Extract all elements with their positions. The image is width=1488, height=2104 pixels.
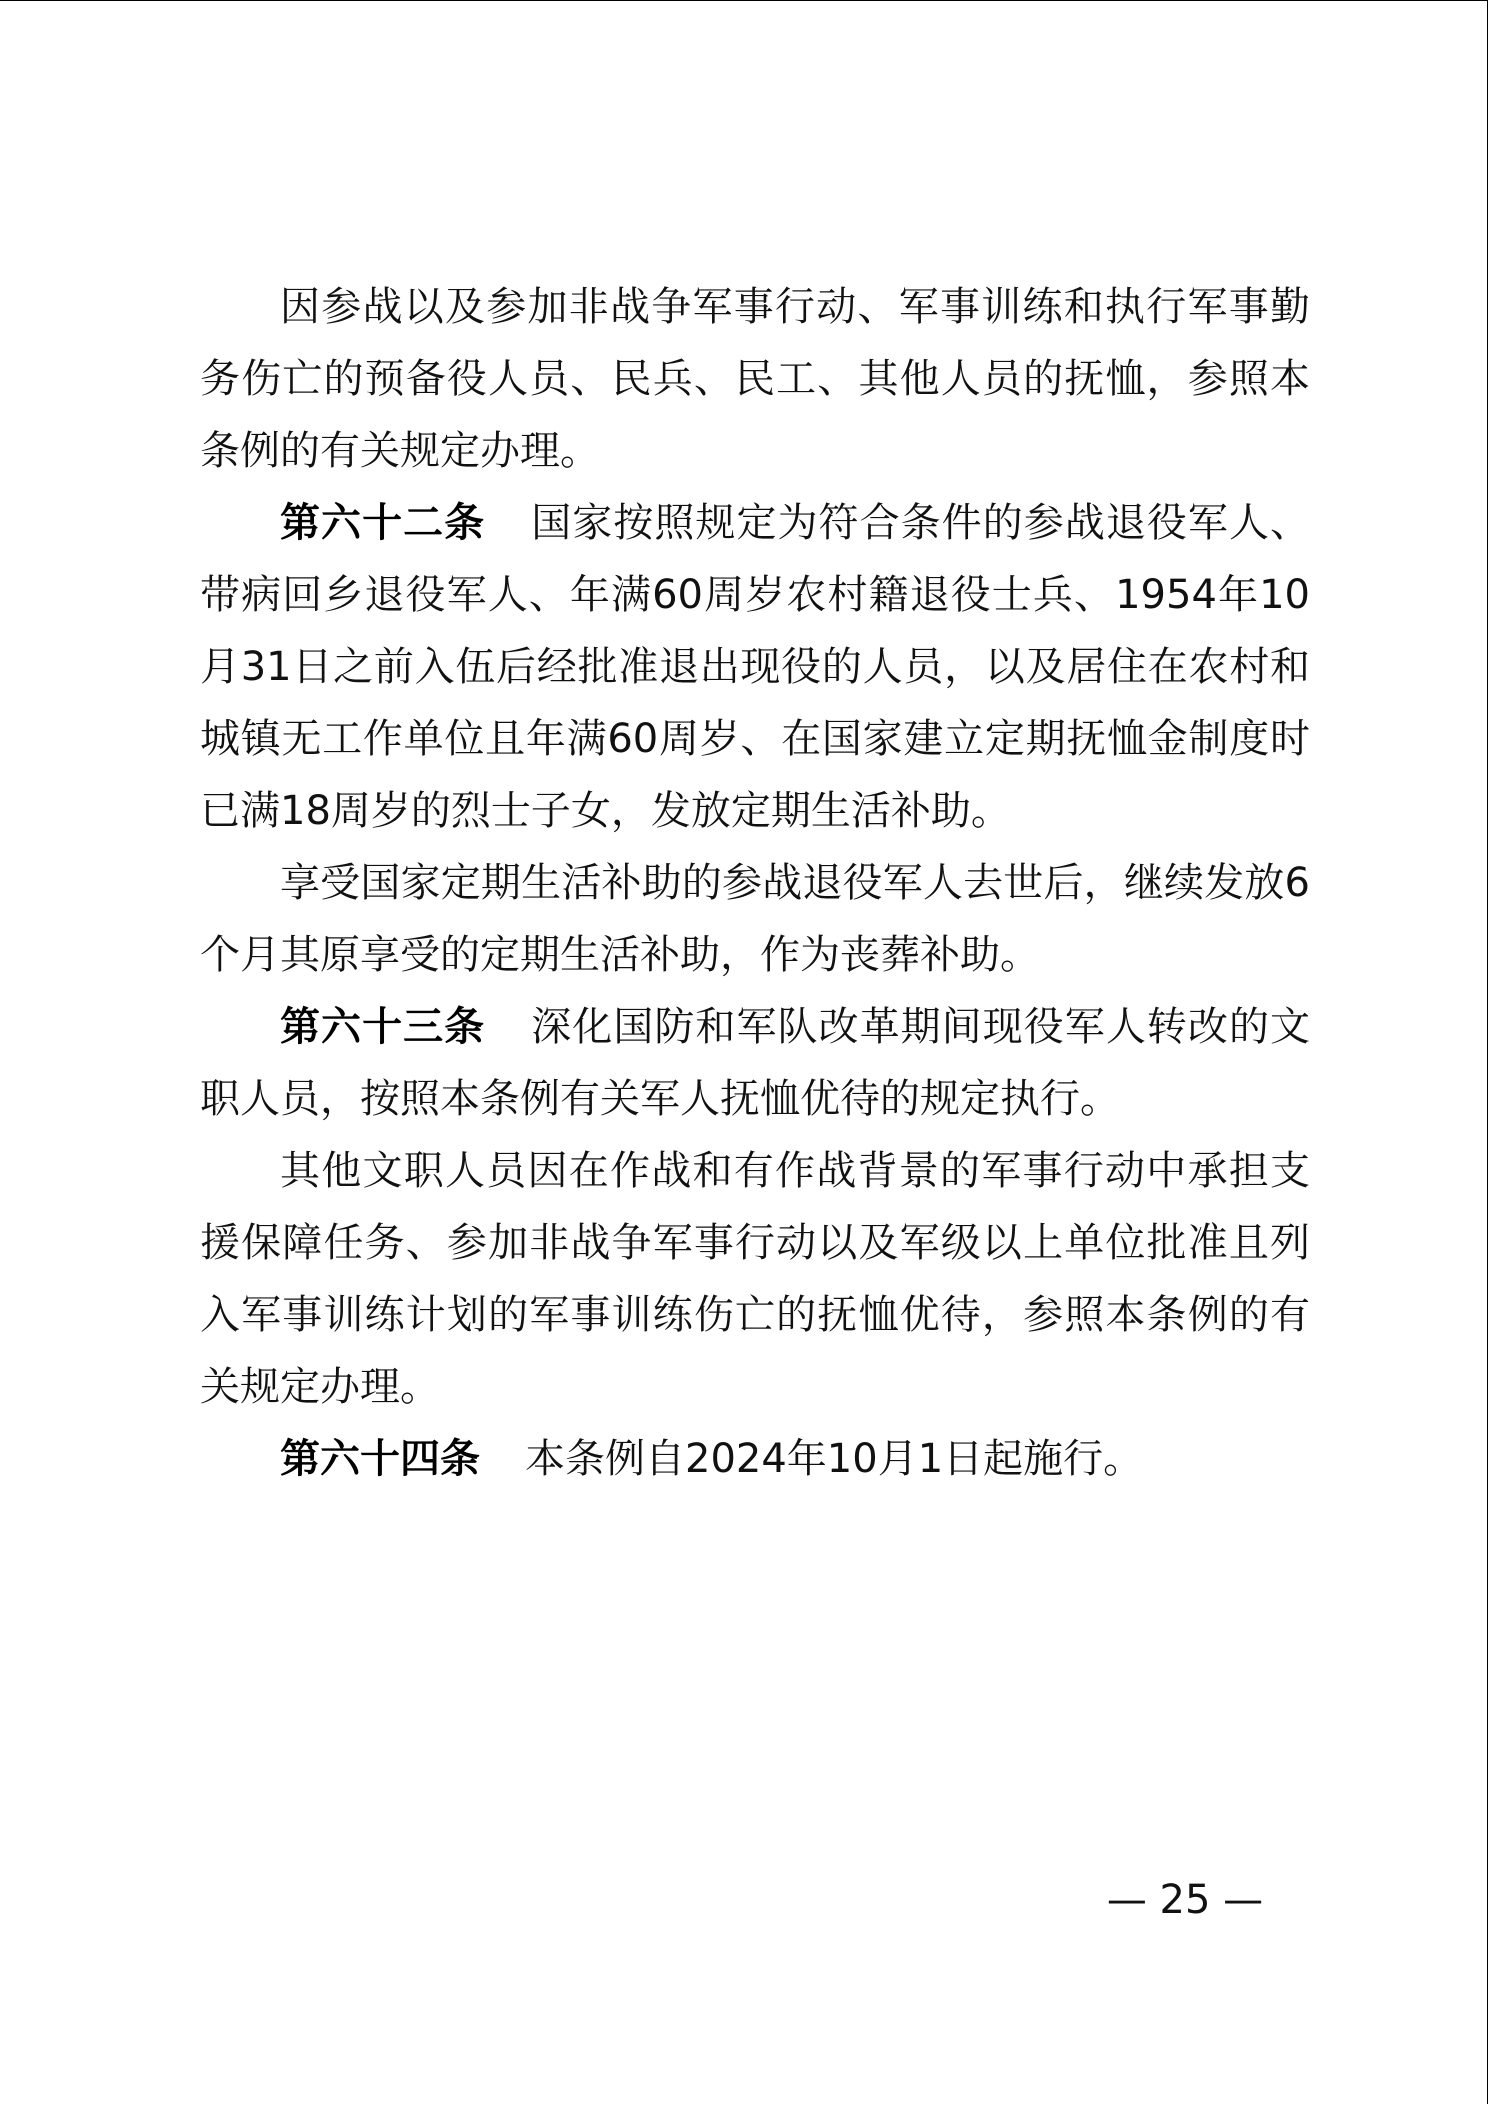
document-body bbox=[200, 271, 1310, 1495]
article-62 bbox=[200, 487, 1310, 847]
article-64 bbox=[200, 1423, 1310, 1495]
paragraph-reserve-personnel bbox=[200, 271, 1310, 487]
paragraph-funeral-subsidy bbox=[200, 847, 1310, 991]
article-number: 第六十三条 bbox=[280, 1004, 486, 1050]
page-number: — 25 — bbox=[1106, 1877, 1264, 1923]
paragraph-other-civilian-staff bbox=[200, 1135, 1310, 1423]
article-text: 本条例自2024年10月1日起施行。 bbox=[525, 1436, 1144, 1482]
paragraph-text: 享受国家定期生活补助的参战退役军人去世后，继续发放6个月其原享受的定期生活补助，作为丧葬补助。 bbox=[200, 860, 1310, 978]
article-number: 第六十四条 bbox=[280, 1436, 480, 1482]
article-number: 第六十二条 bbox=[280, 500, 486, 546]
paragraph-text: 因参战以及参加非战争军事行动、军事训练和执行军事勤务伤亡的预备役人员、民兵、民工、其他人员的抚恤，参照本条例的有关规定办理。 bbox=[200, 284, 1310, 474]
paragraph-text: 其他文职人员因在作战和有作战背景的军事行动中承担支援保障任务、参加非战争军事行动以及军级以上单位批准且列入军事训练计划的军事训练伤亡的抚恤优待，参照本条例的有关规定办理。 bbox=[200, 1148, 1310, 1410]
article-text: 国家按照规定为符合条件的参战退役军人、带病回乡退役军人、年满60周岁农村籍退役士兵、1954年10月31日之前入伍后经批准退出现役的人员，以及居住在农村和城镇无工作单位且年满60周岁、在国家建立定期抚恤金制度时已满18周岁的烈士子女，发放定期生活补助。 bbox=[200, 500, 1311, 834]
article-63 bbox=[200, 991, 1310, 1135]
article-text: 深化国防和军队改革期间现役军人转改的文职人员，按照本条例有关军人抚恤优待的规定执行。 bbox=[200, 1004, 1311, 1122]
